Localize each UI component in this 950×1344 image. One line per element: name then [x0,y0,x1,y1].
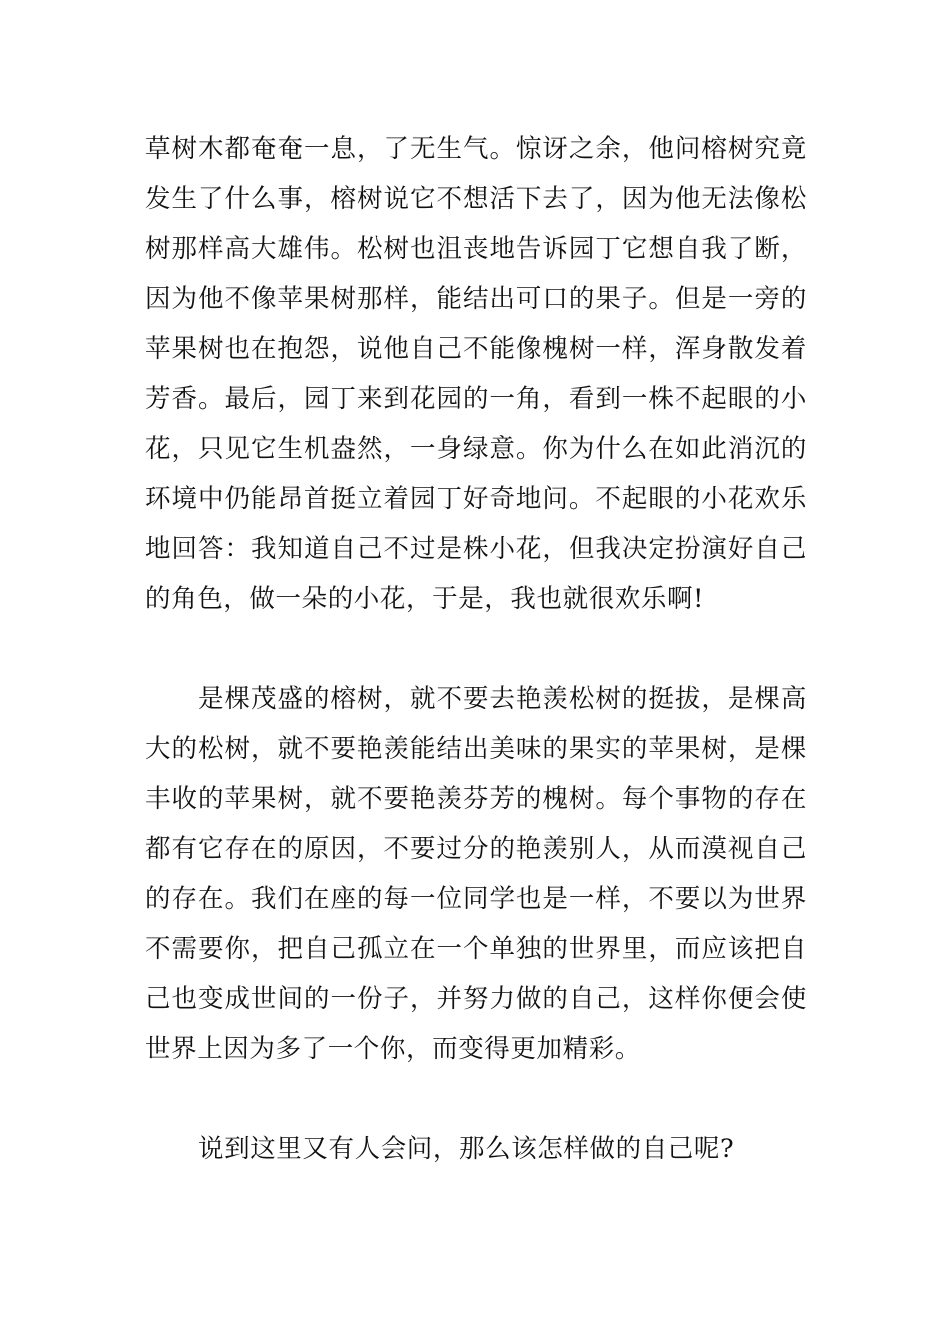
paragraph-garden-story: 草树木都奄奄一息，了无生气。惊讶之余，他问榕树究竟发生了什么事，榕树说它不想活下去了，因为他无法像松树那样高大雄伟。松树也沮丧地告诉园丁它想自我了断，因为他不像苹果树那样，能结出可口的果子。但是一旁的苹果树也在抱怨，说他自己不能像槐树一样，浑身散发着芳香。最后，园丁来到花园的一角，看到一株不起眼的小花，只见它生机盎然，一身绿意。你为什么在如此消沉的环境中仍能昂首挺立着园丁好奇地问。不起眼的小花欢乐地回答：我知道自己不过是株小花，但我决定扮演好自己的角色，做一朵的小花，于是，我也就很欢乐啊! [145,134,807,614]
paragraph-be-yourself: 是棵茂盛的榕树，就不要去艳羡松树的挺拔，是棵高大的松树，就不要艳羡能结出美味的果实的苹果树，是棵丰收的苹果树，就不要艳羡芬芳的槐树。每个事物的存在都有它存在的原因，不要过分的艳羡别人，从而漠视自己的存在。我们在座的每一位同学也是一样，不要以为世界不需要你，把自己孤立在一个单独的世界里，而应该把自己也变成世间的一份子，并努力做的自己，这样你便会使世界上因为多了一个你，而变得更加精彩。 [145,684,807,1064]
document-body [145,124,807,1174]
paragraph-question: 说到这里又有人会问，那么该怎样做的自己呢? [198,1134,735,1164]
